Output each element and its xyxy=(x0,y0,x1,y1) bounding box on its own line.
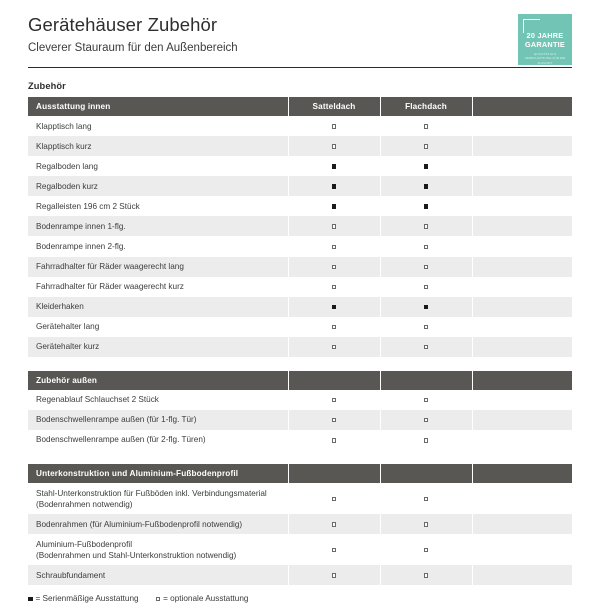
row-label: Stahl-Unterkonstruktion für Fußböden inkl. Verbindungsmaterial (Bodenrahmen notwendig) xyxy=(28,483,288,514)
availability-cell-2 xyxy=(472,337,572,357)
spec-tables-container xyxy=(28,97,572,585)
table-row xyxy=(28,156,572,176)
empty-square-icon xyxy=(332,548,337,553)
table-row xyxy=(28,534,572,565)
filled-square-icon xyxy=(424,184,429,189)
table-row xyxy=(28,297,572,317)
row-label: Fahrradhalter für Räder waagerecht lang xyxy=(28,257,288,277)
row-label: Regenablauf Schlauchset 2 Stück xyxy=(28,390,288,410)
availability-cell-0 xyxy=(288,297,380,317)
spec-table-0 xyxy=(28,97,572,357)
table-row xyxy=(28,390,572,410)
availability-cell-0 xyxy=(288,236,380,256)
row-label: Gerätehalter kurz xyxy=(28,337,288,357)
availability-cell-1 xyxy=(380,236,472,256)
column-header-3 xyxy=(472,371,572,390)
column-header-3 xyxy=(472,97,572,116)
availability-cell-2 xyxy=(472,257,572,277)
column-header-0: Zubehör außen xyxy=(28,371,288,390)
availability-cell-1 xyxy=(380,277,472,297)
column-header-2 xyxy=(380,371,472,390)
empty-square-icon xyxy=(332,573,337,578)
availability-cell-1 xyxy=(380,116,472,136)
table-row xyxy=(28,136,572,156)
availability-cell-0 xyxy=(288,514,380,534)
empty-square-icon xyxy=(424,418,429,423)
table-spacer xyxy=(28,357,572,371)
availability-cell-1 xyxy=(380,483,472,514)
availability-cell-2 xyxy=(472,156,572,176)
availability-cell-2 xyxy=(472,196,572,216)
row-label: Bodenschwellenrampe außen (für 1-flg. Tür) xyxy=(28,410,288,430)
empty-square-icon xyxy=(332,398,337,403)
empty-square-icon xyxy=(332,144,337,149)
table-row xyxy=(28,196,572,216)
empty-square-icon xyxy=(332,497,337,502)
table-row xyxy=(28,257,572,277)
row-label: Schraubfundament xyxy=(28,565,288,585)
warranty-badge xyxy=(518,14,572,65)
filled-square-icon xyxy=(28,597,33,602)
availability-cell-1 xyxy=(380,297,472,317)
availability-cell-0 xyxy=(288,196,380,216)
table-row xyxy=(28,116,572,136)
availability-cell-1 xyxy=(380,176,472,196)
spec-table-1 xyxy=(28,371,572,450)
availability-cell-2 xyxy=(472,297,572,317)
filled-square-icon xyxy=(424,204,429,209)
column-header-0: Unterkonstruktion und Aluminium-Fußbodenprofil xyxy=(28,464,288,483)
page-header xyxy=(28,0,572,68)
empty-square-icon xyxy=(332,418,337,423)
legend-optional-label: = optionale Ausstattung xyxy=(163,594,249,603)
empty-square-icon xyxy=(424,224,429,229)
availability-cell-1 xyxy=(380,514,472,534)
row-label: Klapptisch lang xyxy=(28,116,288,136)
availability-cell-1 xyxy=(380,257,472,277)
empty-square-icon xyxy=(424,144,429,149)
legend xyxy=(28,594,572,603)
table-row xyxy=(28,337,572,357)
empty-square-icon xyxy=(424,438,429,443)
row-label: Bodenrampe innen 2-flg. xyxy=(28,236,288,256)
empty-square-icon xyxy=(424,325,429,330)
availability-cell-2 xyxy=(472,483,572,514)
availability-cell-2 xyxy=(472,176,572,196)
empty-square-icon xyxy=(332,522,337,527)
filled-square-icon xyxy=(332,204,337,209)
empty-square-icon xyxy=(424,345,429,350)
availability-cell-1 xyxy=(380,136,472,156)
empty-square-icon xyxy=(424,265,429,270)
filled-square-icon xyxy=(332,184,337,189)
page-subtitle: Cleverer Stauraum für den Außenbereich xyxy=(28,42,238,55)
availability-cell-1 xyxy=(380,534,472,565)
table-row xyxy=(28,317,572,337)
filled-square-icon xyxy=(424,164,429,169)
row-label: Kleiderhaken xyxy=(28,297,288,317)
empty-square-icon xyxy=(424,497,429,502)
table-header-row xyxy=(28,464,572,483)
empty-square-icon xyxy=(332,224,337,229)
availability-cell-2 xyxy=(472,514,572,534)
empty-square-icon xyxy=(332,345,337,350)
legend-optional xyxy=(156,594,249,603)
availability-cell-2 xyxy=(472,216,572,236)
availability-cell-1 xyxy=(380,565,472,585)
empty-square-icon xyxy=(156,597,161,602)
column-header-2: Flachdach xyxy=(380,97,472,116)
table-row xyxy=(28,514,572,534)
availability-cell-0 xyxy=(288,317,380,337)
availability-cell-0 xyxy=(288,277,380,297)
column-header-2 xyxy=(380,464,472,483)
column-header-1: Satteldach xyxy=(288,97,380,116)
page-title: Gerätehäuser Zubehör xyxy=(28,14,218,35)
table-row xyxy=(28,176,572,196)
availability-cell-2 xyxy=(472,410,572,430)
column-header-3 xyxy=(472,464,572,483)
table-row xyxy=(28,216,572,236)
row-label: Regalboden kurz xyxy=(28,176,288,196)
availability-cell-2 xyxy=(472,277,572,297)
column-header-1 xyxy=(288,371,380,390)
availability-cell-1 xyxy=(380,390,472,410)
availability-cell-2 xyxy=(472,565,572,585)
filled-square-icon xyxy=(332,164,337,169)
availability-cell-0 xyxy=(288,565,380,585)
table-row xyxy=(28,236,572,256)
availability-cell-1 xyxy=(380,337,472,357)
availability-cell-0 xyxy=(288,116,380,136)
empty-square-icon xyxy=(332,325,337,330)
row-label: Gerätehalter lang xyxy=(28,317,288,337)
empty-square-icon xyxy=(424,245,429,250)
availability-cell-0 xyxy=(288,257,380,277)
availability-cell-2 xyxy=(472,430,572,450)
row-label: Klapptisch kurz xyxy=(28,136,288,156)
filled-square-icon xyxy=(332,305,337,310)
table-row xyxy=(28,277,572,297)
table-row xyxy=(28,410,572,430)
availability-cell-1 xyxy=(380,216,472,236)
empty-square-icon xyxy=(332,124,337,129)
badge-years-label: 20 JAHRE xyxy=(526,31,564,40)
empty-square-icon xyxy=(332,245,337,250)
empty-square-icon xyxy=(424,548,429,553)
title-divider xyxy=(28,67,572,68)
availability-cell-0 xyxy=(288,390,380,410)
table-header-row xyxy=(28,371,572,390)
availability-cell-1 xyxy=(380,317,472,337)
availability-cell-0 xyxy=(288,483,380,514)
column-header-1 xyxy=(288,464,380,483)
badge-fine-print: QUALITÄT ALS VERPFLICHTUNG FÜR DIE ZUKUNFT xyxy=(524,51,566,65)
availability-cell-0 xyxy=(288,430,380,450)
availability-cell-2 xyxy=(472,116,572,136)
row-label: Aluminium-Fußbodenprofil (Bodenrahmen und Stahl-Unterkonstruktion notwendig) xyxy=(28,534,288,565)
availability-cell-2 xyxy=(472,136,572,156)
section-label-zubehoer: Zubehör xyxy=(28,81,66,92)
empty-square-icon xyxy=(332,438,337,443)
row-label: Bodenrahmen (für Aluminium-Fußbodenprofil notwendig) xyxy=(28,514,288,534)
row-label: Fahrradhalter für Räder waagerecht kurz xyxy=(28,277,288,297)
empty-square-icon xyxy=(424,522,429,527)
availability-cell-2 xyxy=(472,534,572,565)
legend-standard-label: = Serienmäßige Ausstattung xyxy=(35,594,139,603)
row-label: Bodenschwellenrampe außen (für 2-flg. Türen) xyxy=(28,430,288,450)
availability-cell-0 xyxy=(288,534,380,565)
empty-square-icon xyxy=(332,265,337,270)
availability-cell-1 xyxy=(380,196,472,216)
availability-cell-1 xyxy=(380,156,472,176)
empty-square-icon xyxy=(424,398,429,403)
availability-cell-2 xyxy=(472,317,572,337)
availability-cell-0 xyxy=(288,176,380,196)
row-label: Bodenrampe innen 1-flg. xyxy=(28,216,288,236)
availability-cell-2 xyxy=(472,390,572,410)
availability-cell-0 xyxy=(288,156,380,176)
availability-cell-0 xyxy=(288,410,380,430)
availability-cell-1 xyxy=(380,410,472,430)
empty-square-icon xyxy=(424,285,429,290)
availability-cell-2 xyxy=(472,236,572,256)
empty-square-icon xyxy=(424,124,429,129)
column-header-0: Ausstattung innen xyxy=(28,97,288,116)
availability-cell-0 xyxy=(288,136,380,156)
table-spacer xyxy=(28,450,572,464)
availability-cell-0 xyxy=(288,337,380,357)
empty-square-icon xyxy=(332,285,337,290)
table-row xyxy=(28,565,572,585)
badge-guarantee-label: GARANTIE xyxy=(524,40,566,50)
availability-cell-1 xyxy=(380,430,472,450)
table-row xyxy=(28,430,572,450)
table-row xyxy=(28,483,572,514)
availability-cell-0 xyxy=(288,216,380,236)
filled-square-icon xyxy=(424,305,429,310)
table-header-row xyxy=(28,97,572,116)
row-label: Regalleisten 196 cm 2 Stück xyxy=(28,196,288,216)
spec-table-2 xyxy=(28,464,572,585)
empty-square-icon xyxy=(424,573,429,578)
row-label: Regalboden lang xyxy=(28,156,288,176)
legend-standard xyxy=(28,594,139,603)
